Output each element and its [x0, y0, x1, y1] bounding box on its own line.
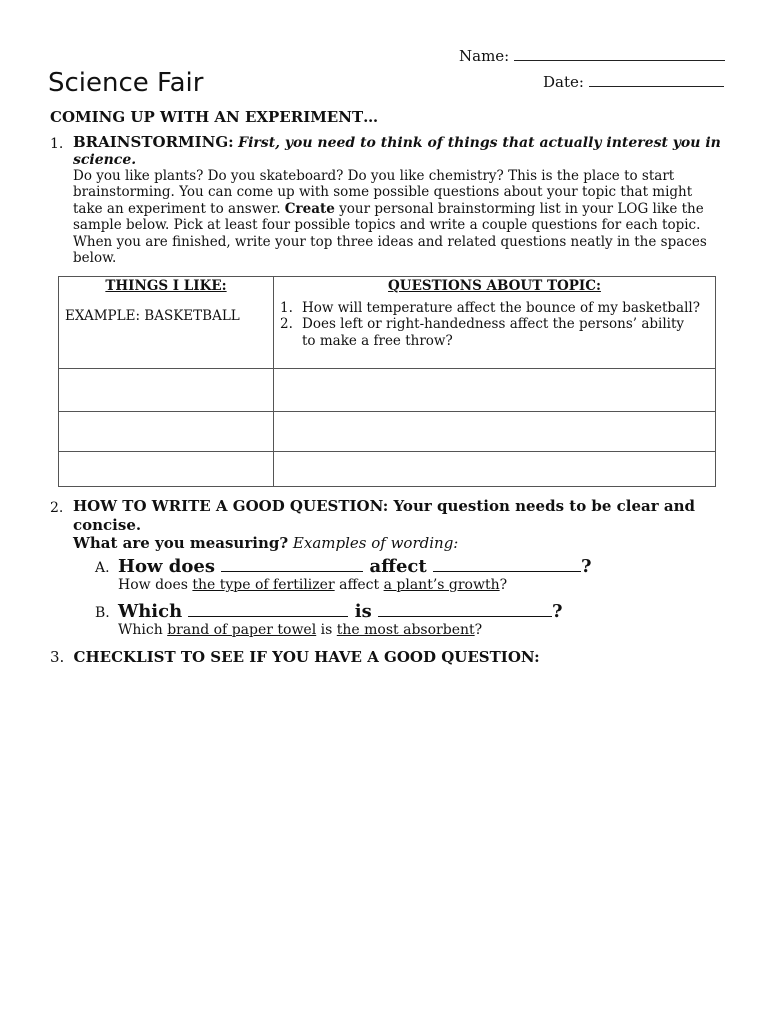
section1-body: [73, 168, 725, 266]
checklist-section: [50, 648, 540, 666]
section1-intro: First, you need to think of things that actually interest you in science.: [73, 135, 721, 168]
letter-a: A.: [95, 559, 110, 576]
date-label: Date:: [543, 73, 584, 91]
letter-b: B.: [95, 604, 110, 621]
questions-cell[interactable]: [274, 452, 716, 487]
template-a-part1: How does: [118, 555, 215, 577]
blank-a2[interactable]: [433, 555, 581, 572]
body-text-2: your personal brainstorming list in your LOG like the sample below. Pick at least four possible topics and write a couple questions for each topic. When you are finished, write your top three ideas and related questions neatly in the spaces below.: [73, 200, 707, 267]
measuring-label: What are you measuring?: [73, 534, 289, 552]
name-blank[interactable]: [514, 46, 725, 61]
date-field[interactable]: [543, 72, 724, 91]
example-a: How does the type of fertilizer affect a plant’s growth?: [118, 577, 508, 593]
template-a: [95, 555, 720, 595]
section3-label: CHECKLIST TO SEE IF YOU HAVE A GOOD QUESTION:: [73, 648, 540, 666]
template-a-end: ?: [580, 555, 592, 577]
brainstorm-table: [58, 276, 716, 487]
section-heading: COMING UP WITH AN EXPERIMENT…: [50, 108, 379, 126]
name-field[interactable]: [459, 46, 725, 65]
blank-a1[interactable]: [221, 555, 363, 572]
example-b: Which brand of paper towel is the most absorbent?: [118, 622, 483, 638]
section1-number: 1.: [50, 136, 64, 152]
template-b-part2: is: [354, 600, 372, 622]
name-label: Name:: [459, 47, 510, 65]
idea-cell[interactable]: [59, 452, 274, 487]
page-title: Science Fair: [48, 68, 204, 98]
questions-cell[interactable]: [274, 412, 716, 452]
section2-number: 2.: [50, 500, 64, 516]
section2-label: HOW TO WRITE A GOOD QUESTION: Your question needs to be clear and concise.: [73, 497, 696, 534]
section3-number: 3.: [50, 648, 65, 666]
template-b-part1: Which: [118, 600, 183, 622]
example-question: 1. How will temperature affect the bounce of my basketball?: [280, 300, 700, 316]
questions-cell[interactable]: [274, 369, 716, 412]
col2-header: QUESTIONS ABOUT TOPIC:: [388, 278, 601, 294]
body-bold: Create: [284, 200, 335, 217]
brainstorming-section: [50, 134, 725, 266]
blank-b1[interactable]: [188, 600, 348, 617]
section1-label: BRAINSTORMING:: [73, 133, 234, 151]
date-blank[interactable]: [589, 72, 724, 87]
examples-label: Examples of wording:: [292, 534, 459, 552]
example-topic: EXAMPLE: BASKETBALL: [65, 308, 240, 324]
idea-cell[interactable]: [59, 369, 274, 412]
body-text-1: Do you like plants? Do you skateboard? Do you like chemistry? This is the place to start brainstorming. You can come up with some possible questions about your topic that might take an experiment to answer.: [73, 168, 693, 217]
template-b-end: ?: [552, 600, 563, 622]
idea-cell[interactable]: [59, 412, 274, 452]
col1-header: THINGS I LIKE:: [105, 278, 227, 294]
example-question: 2. Does left or right-handedness affect the persons’ ability to make a free throw?: [280, 316, 685, 349]
template-b: [95, 600, 720, 640]
good-question-section: [50, 497, 720, 640]
blank-b2[interactable]: [378, 600, 552, 617]
template-a-part2: affect: [369, 555, 427, 577]
